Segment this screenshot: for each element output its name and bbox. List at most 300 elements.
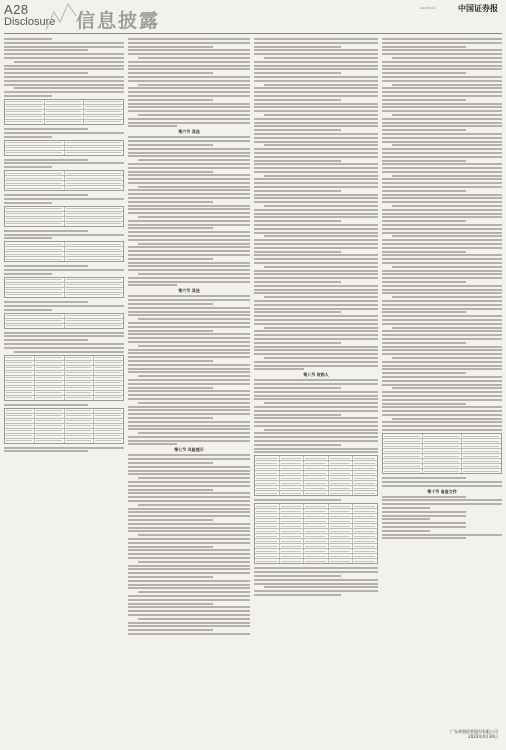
body-text-line [254, 254, 378, 256]
body-text-line [128, 606, 250, 608]
body-text-line [254, 583, 378, 585]
table-cell [353, 456, 377, 460]
table-cell [94, 429, 123, 433]
body-text-line [254, 391, 378, 393]
table-cell [383, 449, 423, 453]
body-text-line [382, 141, 502, 143]
body-text-line [254, 129, 341, 131]
body-text-line [128, 76, 250, 78]
body-text-line [254, 232, 378, 234]
body-text-line [382, 65, 502, 67]
table-cell [353, 466, 377, 470]
body-text-line [392, 418, 502, 420]
table-cell [5, 176, 65, 180]
table-cell [65, 314, 124, 318]
body-text-line [392, 296, 502, 298]
table-cell [304, 466, 329, 470]
body-text-line [254, 395, 378, 397]
body-text-line [128, 61, 250, 63]
body-text-line [128, 538, 250, 540]
table-cell [329, 554, 354, 558]
body-text-line [4, 450, 88, 452]
table-cell [35, 429, 65, 433]
body-text-line [128, 258, 213, 260]
body-text-line [382, 372, 466, 374]
table-cell [255, 529, 280, 533]
table-cell [462, 459, 501, 463]
body-text-line [382, 224, 502, 226]
body-text-line [254, 311, 341, 313]
body-text-line [382, 323, 502, 325]
body-text-line [382, 406, 502, 408]
table-cell [353, 534, 377, 538]
table-row [5, 222, 123, 226]
body-text-line [382, 425, 502, 427]
body-text-line [254, 258, 378, 260]
table-row [5, 257, 123, 261]
body-text-line [254, 80, 378, 82]
table-cell [5, 396, 35, 400]
table-cell [5, 391, 35, 395]
table-cell [304, 514, 329, 518]
body-text-line [128, 208, 250, 210]
table-cell [280, 514, 305, 518]
body-text-line [254, 353, 378, 355]
body-text-line [254, 349, 378, 351]
body-text-line [382, 376, 502, 378]
body-text-line [128, 148, 250, 150]
data-table [382, 433, 502, 474]
body-text-line [138, 618, 250, 620]
table-cell [329, 539, 354, 543]
table-cell [304, 476, 329, 480]
body-text-line [4, 194, 88, 196]
section-heading: 第十节 备查文件 [427, 488, 457, 494]
body-text-line [382, 481, 502, 483]
body-text-line [128, 68, 250, 70]
body-text-line [138, 84, 250, 86]
body-text-line [382, 232, 502, 234]
body-text-line [138, 504, 250, 506]
table-cell [5, 324, 65, 328]
table-cell [65, 319, 124, 323]
body-text-line [128, 125, 177, 127]
table-cell [462, 434, 501, 438]
body-text-line [254, 436, 378, 438]
table-cell [35, 414, 65, 418]
body-text-line [138, 345, 250, 347]
body-text-line [382, 186, 502, 188]
body-text-line [128, 239, 250, 241]
table-cell [5, 171, 65, 175]
body-text-line [128, 553, 250, 555]
body-text-line [128, 568, 250, 570]
table-cell [329, 524, 354, 528]
body-text-line [382, 503, 502, 505]
body-text-line [382, 148, 502, 150]
body-text-line [254, 243, 378, 245]
table-cell [45, 120, 85, 124]
data-table [254, 503, 378, 564]
table-cell [84, 105, 123, 109]
table-cell [35, 419, 65, 423]
body-text-line [138, 159, 250, 161]
table-cell [280, 481, 305, 485]
body-text-line [128, 428, 250, 430]
table-cell [65, 371, 95, 375]
body-text-line [138, 432, 250, 434]
body-text-line [254, 167, 378, 169]
body-text-line [4, 68, 124, 70]
body-text-line [4, 84, 124, 86]
table-cell [304, 539, 329, 543]
body-text-line [128, 265, 250, 267]
table-cell [94, 361, 123, 365]
body-text-line [4, 132, 124, 134]
table-cell [65, 242, 124, 246]
body-text-line [128, 549, 250, 551]
body-text-line [382, 485, 502, 487]
table-cell [423, 439, 463, 443]
table-cell [329, 456, 354, 460]
table-cell [65, 146, 124, 150]
body-text-line [382, 160, 466, 162]
body-text-line [128, 182, 250, 184]
table-cell [280, 509, 305, 513]
body-text-line [254, 118, 378, 120]
table-cell [65, 151, 124, 155]
table-cell [304, 519, 329, 523]
body-text-line [392, 235, 502, 237]
table-cell [329, 486, 354, 490]
body-text-line [254, 251, 341, 253]
table-cell [5, 439, 35, 443]
body-text-line [254, 319, 378, 321]
body-text-line [128, 254, 250, 256]
body-text-line [128, 368, 250, 370]
body-text-line [392, 387, 502, 389]
body-text-line [128, 284, 177, 286]
body-text-line [382, 194, 502, 196]
body-text-line [254, 444, 341, 446]
body-text-line [382, 137, 502, 139]
table-cell [462, 444, 501, 448]
table-cell [5, 242, 65, 246]
body-text-line [128, 326, 250, 328]
body-text-line [254, 277, 378, 279]
body-text-line [128, 197, 250, 199]
table-cell [353, 486, 377, 490]
body-text-line [128, 212, 250, 214]
body-text-line [4, 309, 52, 311]
body-text-line [254, 49, 378, 51]
body-text-line [128, 440, 250, 442]
table-cell [329, 544, 354, 548]
body-text-line [254, 156, 378, 158]
table-cell [35, 366, 65, 370]
table-cell [304, 471, 329, 475]
body-text-line [128, 95, 250, 97]
body-text-line [128, 364, 250, 366]
body-text-line [254, 273, 378, 275]
body-text-line [254, 365, 378, 367]
body-text-line [382, 254, 502, 256]
table-cell [5, 151, 65, 155]
body-text-line [4, 91, 124, 93]
table-cell [304, 461, 329, 465]
table-cell [35, 439, 65, 443]
table-cell [65, 366, 95, 370]
body-text-line [382, 285, 502, 287]
body-text-line [382, 239, 502, 241]
table-cell [383, 454, 423, 458]
body-text-line [4, 339, 88, 341]
body-text-line [254, 425, 378, 427]
table-cell [255, 461, 280, 465]
table-cell [383, 459, 423, 463]
body-text-line [264, 144, 378, 146]
body-text-line [14, 351, 124, 353]
table-cell [94, 386, 123, 390]
table-cell [65, 409, 95, 413]
body-text-line [128, 224, 250, 226]
body-text-line [382, 122, 502, 124]
body-text-line [128, 610, 250, 612]
body-text-line [382, 42, 502, 44]
body-text-line [382, 68, 502, 70]
table-cell [423, 444, 463, 448]
body-text-line [128, 110, 250, 112]
table-cell [5, 222, 65, 226]
body-text-line [254, 338, 378, 340]
body-text-line [382, 515, 466, 517]
table-cell [304, 554, 329, 558]
body-text-line [128, 118, 250, 120]
body-text-line [4, 234, 124, 236]
body-text-line [254, 38, 378, 40]
body-text-line [254, 125, 378, 127]
body-text-line [254, 285, 378, 287]
body-text-line [254, 72, 341, 74]
body-text-line [128, 473, 250, 475]
table-cell [5, 361, 35, 365]
body-text-line [128, 235, 250, 237]
body-text-line [138, 114, 250, 116]
body-text-line [4, 237, 52, 239]
body-text-line [382, 163, 502, 165]
body-text-line [254, 186, 378, 188]
body-text-line [128, 167, 250, 169]
body-text-line [392, 84, 502, 86]
table-cell [35, 409, 65, 413]
table-cell [304, 524, 329, 528]
body-text-line [4, 42, 124, 44]
table-cell [304, 504, 329, 508]
body-text-line [254, 448, 378, 450]
body-text-line [382, 496, 466, 498]
table-cell [255, 514, 280, 518]
body-text-line [254, 308, 378, 310]
body-text-line [128, 189, 250, 191]
table-cell [329, 549, 354, 553]
body-text-line [264, 84, 378, 86]
table-cell [329, 491, 354, 495]
table-cell [65, 356, 95, 360]
body-text-line [128, 201, 213, 203]
table-cell [353, 509, 377, 513]
body-text-line [128, 425, 250, 427]
table-cell [45, 100, 85, 104]
table-cell [5, 252, 65, 256]
body-text-line [264, 235, 378, 237]
table-cell [255, 466, 280, 470]
body-text-line [128, 231, 250, 233]
body-text-line [254, 292, 378, 294]
table-cell [462, 469, 501, 473]
body-text-line [254, 323, 378, 325]
table-cell [255, 539, 280, 543]
body-text-line [392, 266, 502, 268]
body-text-line [138, 591, 250, 593]
body-text-line [382, 429, 502, 431]
body-text-line [254, 304, 378, 306]
data-table [4, 170, 124, 191]
body-text-line [254, 201, 378, 203]
body-text-line [382, 228, 502, 230]
body-text-line [382, 171, 502, 173]
body-text-line [382, 197, 502, 199]
body-text-line [382, 220, 466, 222]
body-text-line [382, 251, 466, 253]
body-text-line [382, 103, 502, 105]
table-cell [329, 471, 354, 475]
body-text-line [254, 440, 378, 442]
table-cell [94, 419, 123, 423]
body-text-line [128, 584, 250, 586]
table-cell [304, 481, 329, 485]
body-text-line [128, 413, 250, 415]
body-text-line [382, 125, 502, 127]
body-text-line [128, 519, 213, 521]
table-cell [329, 534, 354, 538]
table-cell [383, 439, 423, 443]
body-text-line [138, 477, 250, 479]
body-text-line [382, 167, 502, 169]
zigzag-decoration-icon [44, 2, 78, 32]
body-text-line [382, 477, 466, 479]
body-text-line [382, 522, 466, 524]
table-row [255, 491, 377, 495]
table-row [5, 186, 123, 190]
table-cell [65, 429, 95, 433]
newspaper-name: 中国证券报 [458, 3, 498, 13]
body-text-line [382, 209, 502, 211]
table-cell [353, 539, 377, 543]
table-cell [304, 559, 329, 563]
table-cell [35, 396, 65, 400]
body-text-line [254, 106, 378, 108]
body-text-line [138, 561, 250, 563]
body-text-line [382, 380, 502, 382]
body-text-line [382, 368, 502, 370]
body-text-line [128, 205, 250, 207]
table-cell [65, 252, 124, 256]
table-cell [65, 247, 124, 251]
table-cell [84, 110, 123, 114]
body-text-line [128, 421, 250, 423]
table-cell [280, 539, 305, 543]
body-text-line [128, 565, 250, 567]
table-cell [65, 381, 95, 385]
body-text-line [128, 277, 250, 279]
table-cell [353, 476, 377, 480]
table-cell [353, 481, 377, 485]
body-text-line [254, 182, 378, 184]
table-cell [5, 100, 45, 104]
body-text-line [264, 327, 378, 329]
body-text-line [392, 57, 502, 59]
table-cell [304, 544, 329, 548]
body-text-line [254, 110, 378, 112]
body-text-line [254, 567, 378, 569]
table-cell [255, 504, 280, 508]
body-text-line [382, 518, 430, 520]
table-cell [423, 454, 463, 458]
body-text-line [128, 299, 250, 301]
body-text-line [128, 417, 213, 419]
body-text-line [392, 205, 502, 207]
body-text-line [382, 38, 502, 40]
body-text-line [254, 346, 378, 348]
table-cell [35, 376, 65, 380]
body-text-line [4, 447, 124, 449]
body-text-line [128, 174, 250, 176]
data-table [4, 277, 124, 298]
table-cell [5, 212, 65, 216]
body-text-line [382, 342, 466, 344]
table-cell [35, 361, 65, 365]
table-cell [65, 386, 95, 390]
table-cell [94, 434, 123, 438]
body-text-line [382, 106, 502, 108]
body-text-line [382, 353, 502, 355]
body-text-line [4, 301, 88, 303]
body-text-line [128, 622, 250, 624]
signature-date: 2024年4月30日 [468, 734, 498, 739]
table-cell [94, 396, 123, 400]
table-cell [65, 141, 124, 145]
body-text-line [254, 42, 378, 44]
body-text-line [4, 273, 52, 275]
table-cell [255, 524, 280, 528]
body-text-line [382, 414, 502, 416]
body-text-line [382, 277, 502, 279]
table-cell [255, 534, 280, 538]
body-text-line [254, 499, 341, 501]
body-text-line [128, 572, 250, 574]
body-text-line [128, 530, 250, 532]
body-text-line [128, 508, 250, 510]
body-text-line [128, 333, 250, 335]
table-cell [280, 534, 305, 538]
body-text-line [254, 160, 341, 162]
table-cell [65, 361, 95, 365]
body-text-line [254, 383, 378, 385]
table-cell [280, 544, 305, 548]
table-cell [65, 324, 124, 328]
body-text-line [264, 429, 378, 431]
table-cell [304, 509, 329, 513]
